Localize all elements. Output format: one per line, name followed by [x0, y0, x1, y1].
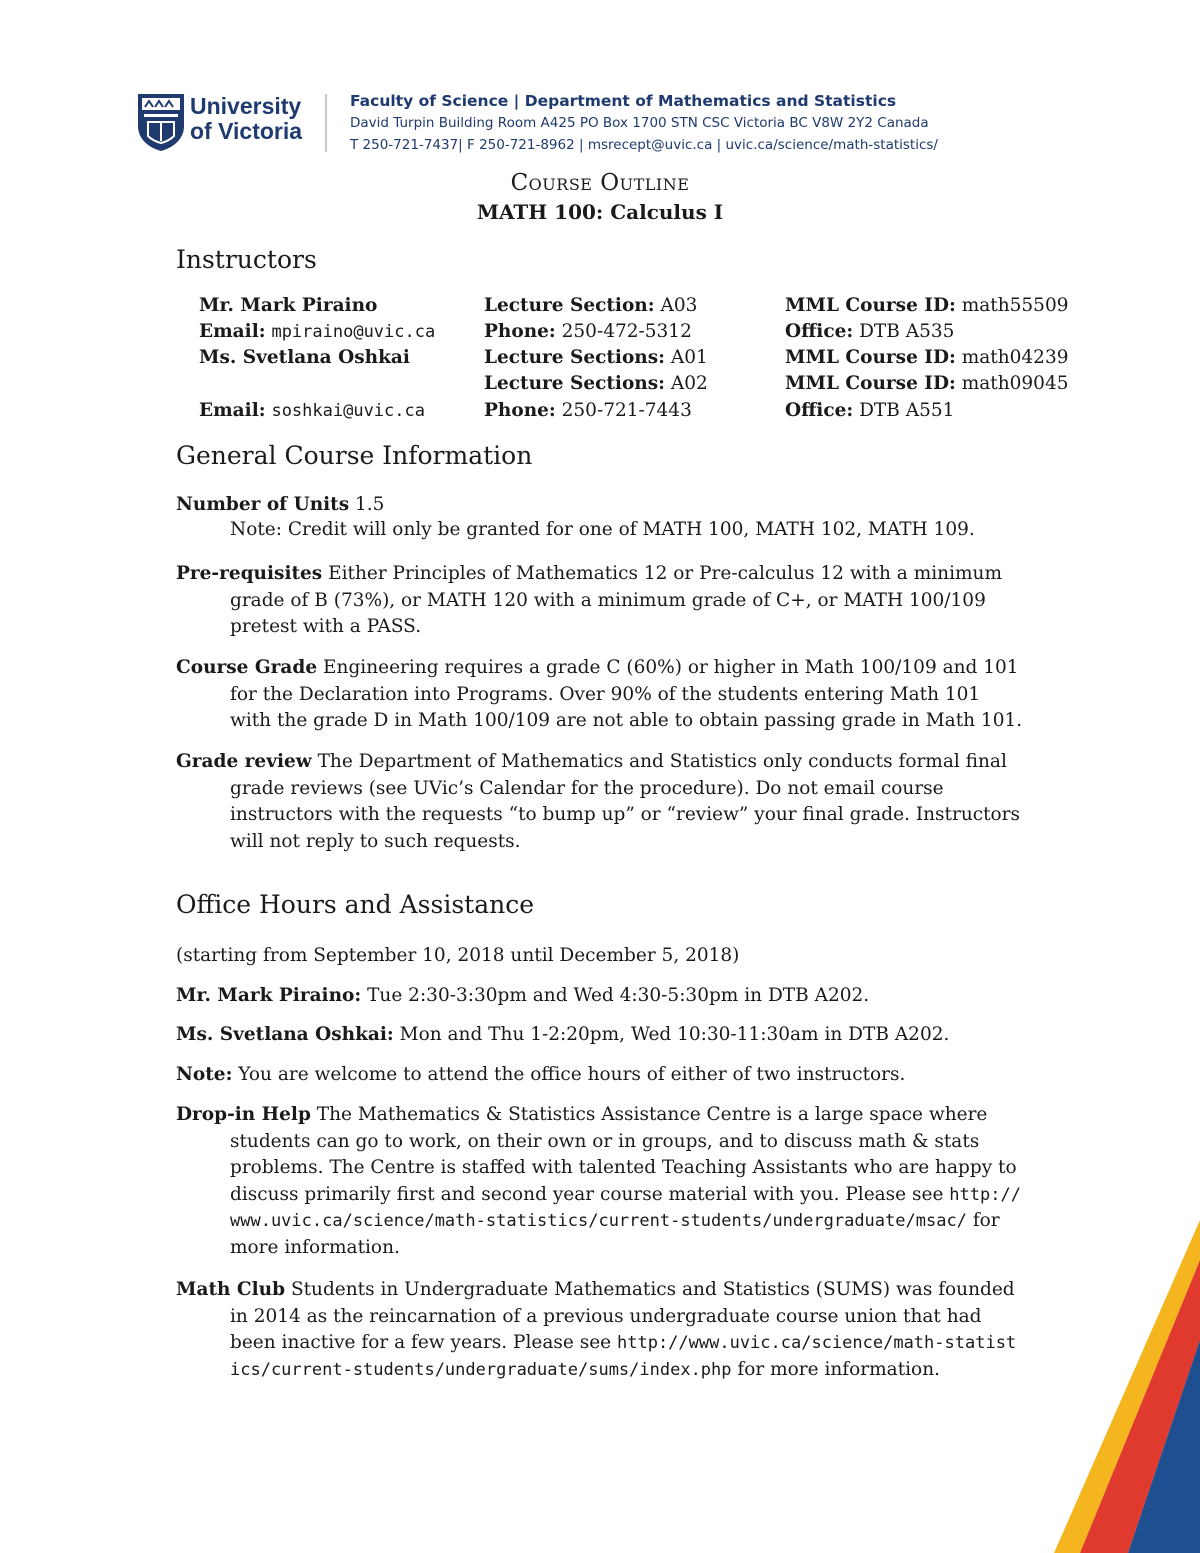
header-divider: [325, 94, 327, 152]
sums-link[interactable]: http://www.uvic.ca/science/math-statistics/current-students/undergraduate/sums/index.php: [230, 1333, 1017, 1380]
prereq-label: Pre-requisites: [176, 563, 323, 584]
math-club-text: Students in Undergraduate Mathematics and Statistics (SUMS) was founded in 2014 as the reincarnation of a previous undergraduate course union that had been inactive for a few years. Please see: [230, 1279, 1015, 1353]
instructor-office: Office: DTB A551: [785, 400, 955, 421]
decorative-stripes: [1040, 1220, 1200, 1553]
document-title: Course Outline: [510, 170, 690, 196]
course-grade-text: Engineering requires a grade C (60%) or higher in Math 100/109 and 101 for the Declaration into Programs. Over 90% of the students entering Math 101 with the grade D in Math 100/109 are not able to obtain passing grade in Math 101.: [230, 657, 1023, 731]
department-name: Faculty of Science | Department of Mathematics and Statistics: [350, 92, 897, 110]
department-contact: T 250-721-7437| F 250-721-8962 | msrecept@uvic.ca | uvic.ca/science/math-statistics/: [350, 137, 938, 153]
instructor-office: Office: DTB A535: [785, 321, 955, 342]
instructor-name: Ms. Svetlana Oshkai: [199, 347, 410, 368]
units-label: Number of Units: [176, 494, 350, 515]
instructor-email: Email: soshkai@uvic.ca: [199, 400, 425, 421]
units-item: [176, 492, 1026, 519]
math-club-item: Math Club Students in Undergraduate Mathematics and Statistics (SUMS) was founded in 2014 as the reincarnation of a previous undergraduate course union that had been inactive for a few years. Please see http://www.uvic.ca/science/math-statistics/current-students/undergraduate/sums/index.php for more information.: [176, 1279, 1017, 1380]
logo-line-2: of Victoria: [190, 118, 303, 144]
office-hours-svetlana: Ms. Svetlana Oshkai: Mon and Thu 1-2:20pm, Wed 10:30-11:30am in DTB A202.: [176, 1024, 950, 1045]
course-title: MATH 100: Calculus I: [476, 200, 724, 224]
units-value: 1.5: [355, 494, 385, 515]
grade-review-text: The Department of Mathematics and Statistics only conducts formal final grade reviews (see UVic’s Calendar for the procedure). Do not email course instructors with the requests “to bump up” or “review” your final grade. Instructors will not reply to such requests.: [230, 751, 1021, 852]
instructors-heading: Instructors: [176, 245, 317, 274]
mml-course-id: MML Course ID: math04239: [785, 347, 1069, 368]
instructor-phone: Phone: 250-721-7443: [484, 400, 692, 421]
office-hours-heading: Office Hours and Assistance: [176, 890, 535, 919]
office-hours-dates: (starting from September 10, 2018 until December 5, 2018): [176, 945, 740, 966]
department-info: [350, 90, 938, 156]
mml-course-id: MML Course ID: math55509: [785, 295, 1069, 316]
grade-review-label: Grade review: [176, 751, 312, 772]
mml-course-id: MML Course ID: math09045: [785, 373, 1069, 394]
math-club-label: Math Club: [176, 1279, 286, 1300]
instructor-phone: Phone: 250-472-5312: [484, 321, 692, 342]
drop-in-help-text: The Mathematics & Statistics Assistance Centre is a large space where students can go to work, on their own or in groups, and to discuss math & stats problems. The Centre is staffed with talented Teaching Assistants who are happy to discuss primarily first and second year course material with you. Please see: [230, 1104, 1017, 1205]
drop-in-help-item: Drop-in Help The Mathematics & Statistics Assistance Centre is a large space where students can go to work, on their own or in groups, and to discuss math & stats problems. The Centre is staffed with talented Teaching Assistants who are happy to discuss primarily first and second year course material with you. Please see http://www.uvic.ca/science/math-statistics/current-students/undergraduate/msac/ for more information.: [176, 1104, 1021, 1258]
lecture-section: Lecture Section: A03: [484, 295, 698, 316]
prereq-item: [176, 561, 1026, 641]
course-grade-item: [176, 655, 1026, 735]
instructor-email: Email: mpiraino@uvic.ca: [199, 321, 436, 342]
instructor-name: Mr. Mark Piraino: [199, 295, 378, 316]
general-info-heading: General Course Information: [176, 441, 533, 470]
uvic-crest-icon: [136, 92, 186, 152]
prereq-text: Either Principles of Mathematics 12 or Pre-calculus 12 with a minimum grade of B (73%), or MATH 120 with a minimum grade of C+, or MATH 100/109 pretest with a PASS.: [230, 563, 1002, 637]
office-hours-note: Note: You are welcome to attend the office hours of either of two instructors.: [176, 1064, 906, 1085]
lecture-section: Lecture Sections: A01: [484, 347, 708, 368]
department-address: David Turpin Building Room A425 PO Box 1700 STN CSC Victoria BC V8W 2Y2 Canada: [350, 115, 929, 131]
drop-in-help-label: Drop-in Help: [176, 1104, 311, 1125]
grade-review-item: [176, 749, 1026, 855]
msac-link[interactable]: http://www.uvic.ca/science/math-statistics/current-students/undergraduate/msac/: [230, 1184, 1021, 1231]
logo-line-1: University: [190, 93, 302, 119]
course-grade-label: Course Grade: [176, 657, 318, 678]
lecture-section: Lecture Sections: A02: [484, 373, 708, 394]
units-note: Note: Credit will only be granted for one of MATH 100, MATH 102, MATH 109.: [230, 519, 975, 540]
office-hours-mark: Mr. Mark Piraino: Tue 2:30-3:30pm and Wed 4:30-5:30pm in DTB A202.: [176, 985, 870, 1006]
logo-wordmark: [190, 94, 302, 144]
